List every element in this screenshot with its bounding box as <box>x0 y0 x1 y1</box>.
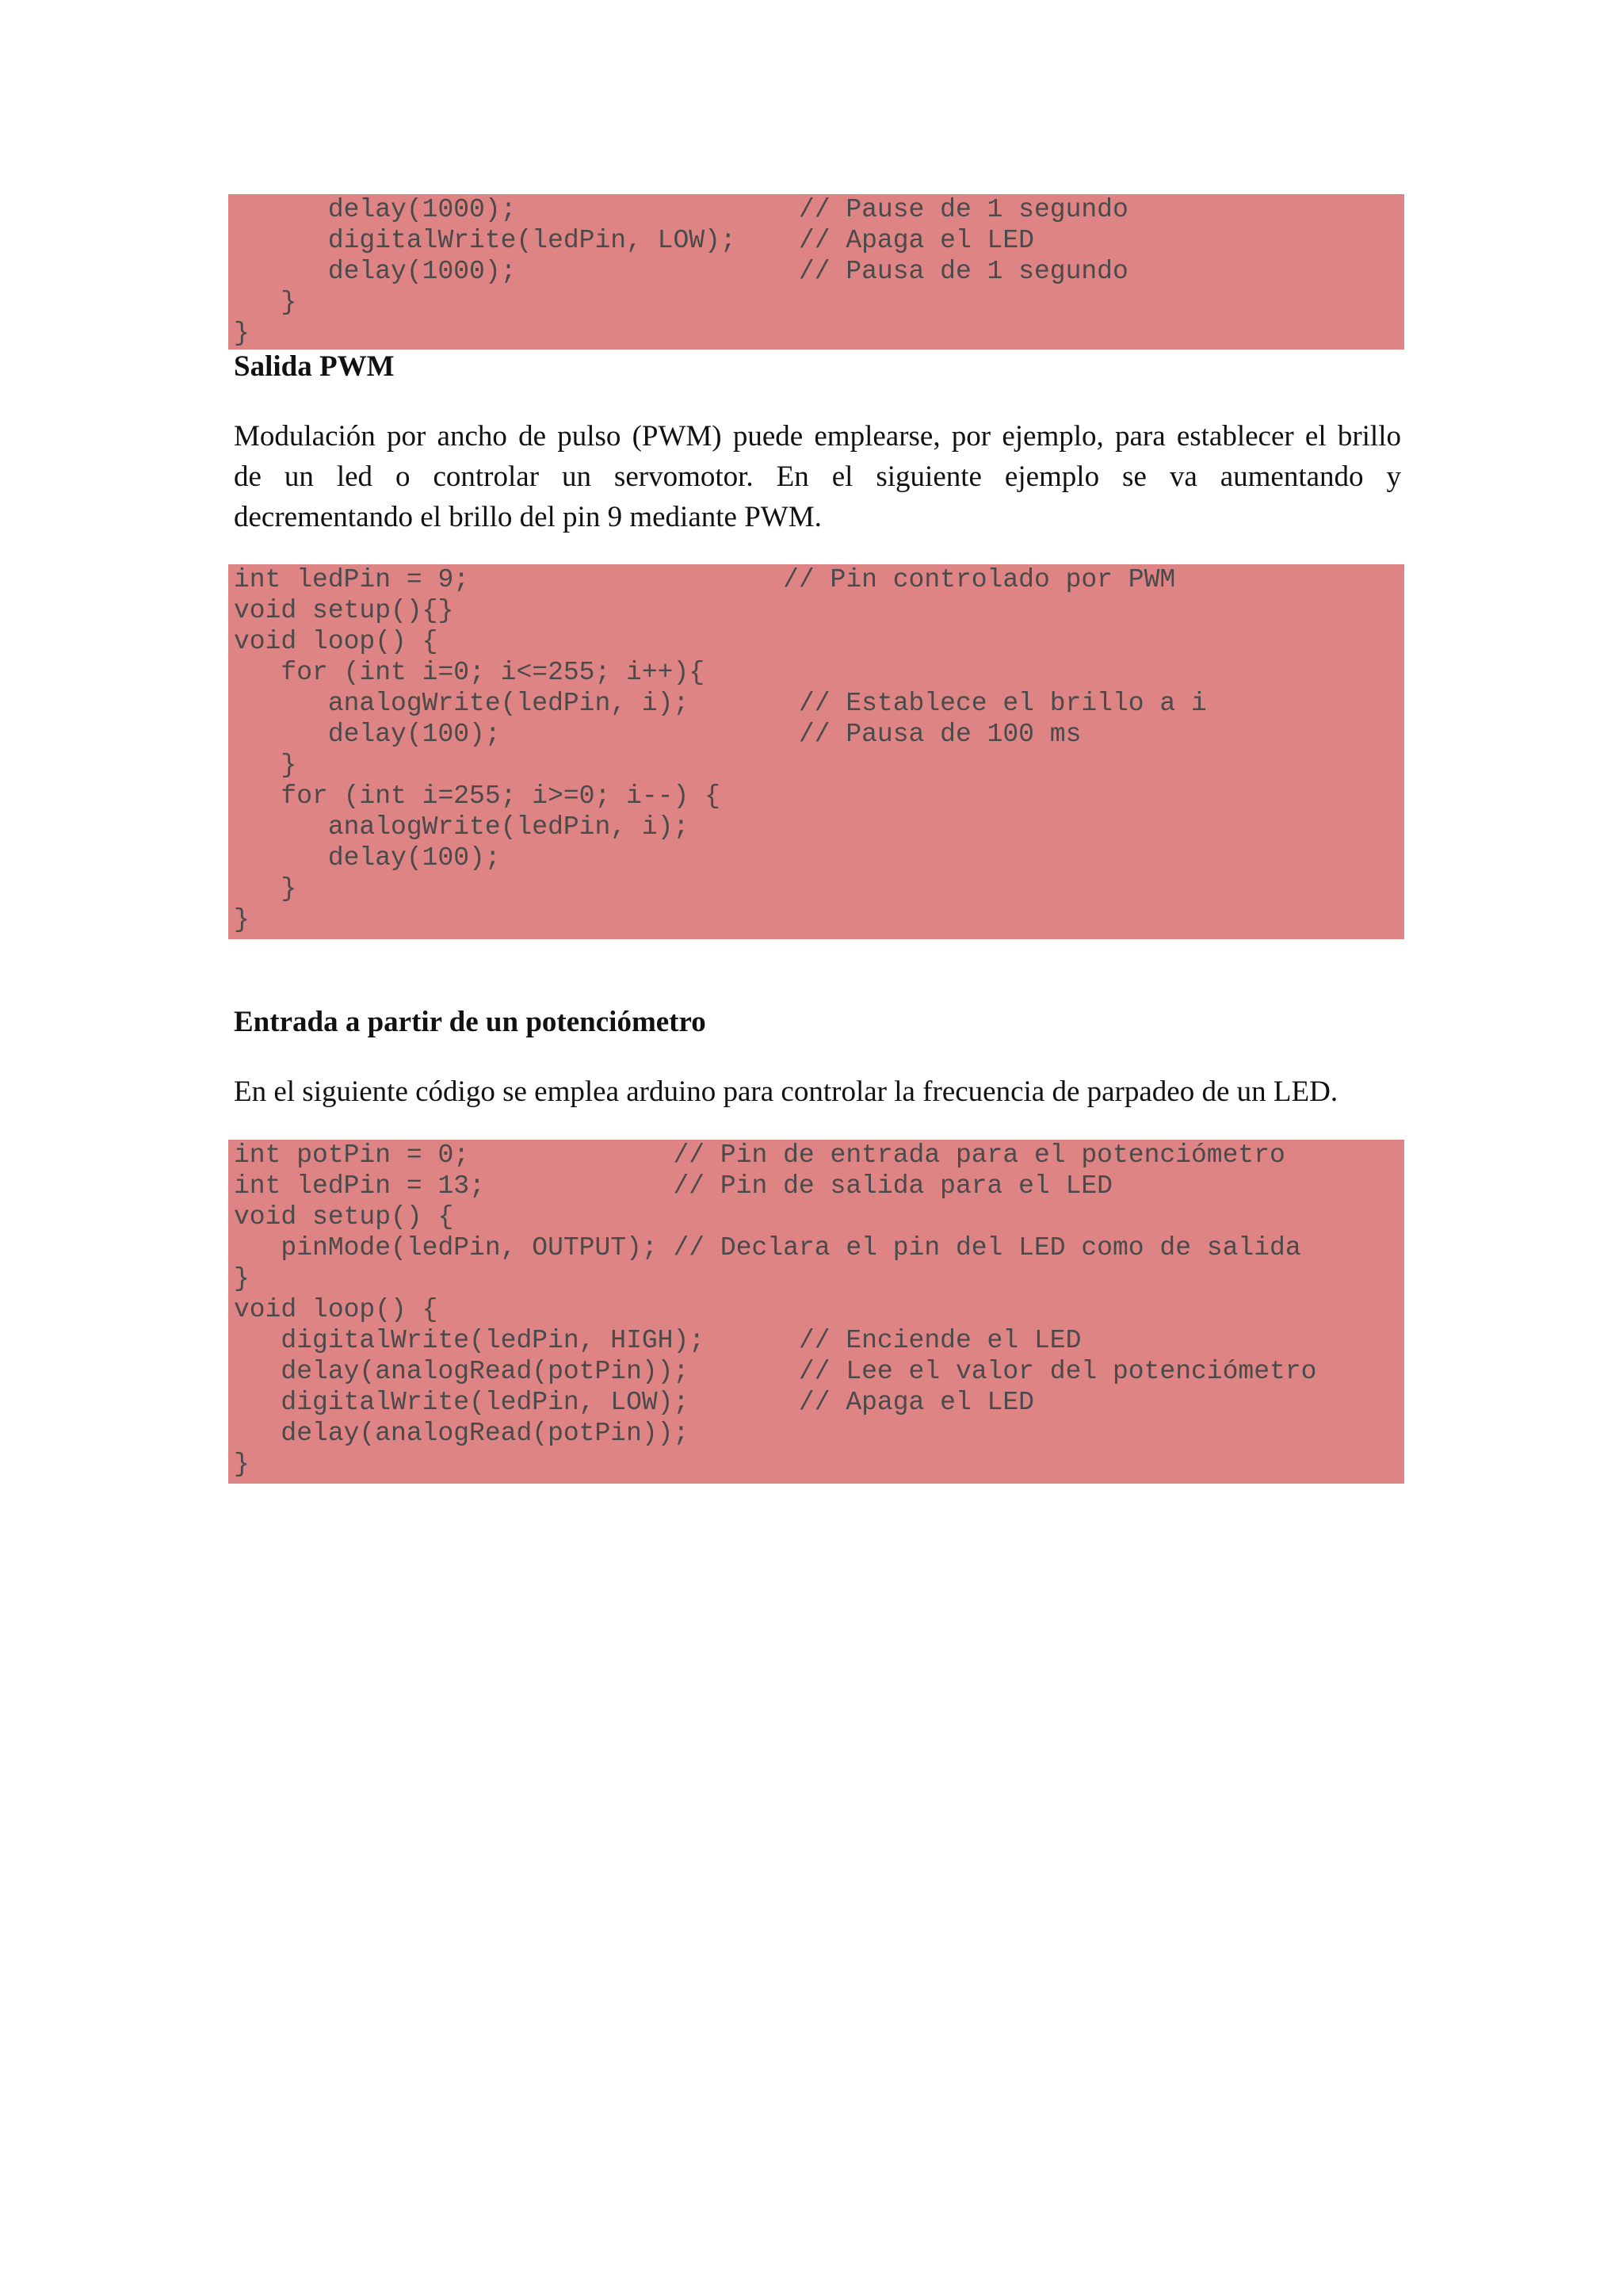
code-line: void setup() { <box>234 1202 454 1232</box>
paragraph-line: de un led o controlar un servomotor. En el siguiente ejemplo se va aumentando y <box>234 460 1401 493</box>
code-block-pwm <box>228 564 1404 939</box>
section-heading-pwm: Salida PWM <box>234 350 395 383</box>
code-line: digitalWrite(ledPin, HIGH); // Enciende el LED <box>234 1326 1082 1355</box>
code-line: } <box>234 319 250 348</box>
code-line: for (int i=255; i>=0; i--) { <box>234 781 720 811</box>
code-block-potentiometer <box>228 1140 1404 1484</box>
code-line: } <box>234 1450 250 1479</box>
code-line: delay(analogRead(potPin)); <box>234 1419 689 1448</box>
code-line: delay(100); <box>234 843 501 873</box>
section-heading-potentiometer: Entrada a partir de un potenciómetro <box>234 1006 706 1038</box>
code-line: delay(analogRead(potPin)); // Lee el valor del potenciómetro <box>234 1357 1317 1386</box>
code-block-blink-end <box>228 194 1404 350</box>
code-line: analogWrite(ledPin, i); // Establece el brillo a i <box>234 689 1207 718</box>
paragraph-line: Modulación por ancho de pulso (PWM) puede emplearse, por ejemplo, para establecer el brillo <box>234 420 1401 453</box>
code-line: digitalWrite(ledPin, LOW); // Apaga el LED <box>234 1388 1034 1417</box>
code-line: } <box>234 874 297 904</box>
paragraph-line: En el siguiente código se emplea arduino para controlar la frecuencia de parpadeo de un LED. <box>234 1075 1338 1108</box>
code-line: } <box>234 905 250 934</box>
code-line: void setup(){} <box>234 596 454 625</box>
section-paragraph-potentiometer <box>234 1072 1401 1112</box>
code-line: } <box>234 1264 250 1293</box>
code-line: int ledPin = 13; // Pin de salida para el LED <box>234 1171 1113 1201</box>
code-line: void loop() { <box>234 627 438 656</box>
code-line: } <box>234 751 297 780</box>
code-line: for (int i=0; i<=255; i++){ <box>234 658 705 687</box>
paragraph-line: decrementando el brillo del pin 9 mediante PWM. <box>234 501 822 533</box>
code-line: delay(1000); // Pause de 1 segundo <box>234 195 1128 224</box>
code-line: void loop() { <box>234 1295 438 1324</box>
code-line: analogWrite(ledPin, i); <box>234 812 689 842</box>
code-line: delay(100); // Pausa de 100 ms <box>234 720 1082 749</box>
code-line: digitalWrite(ledPin, LOW); // Apaga el LED <box>234 226 1034 255</box>
code-line: delay(1000); // Pausa de 1 segundo <box>234 257 1128 286</box>
code-line: } <box>234 288 297 317</box>
code-line: int potPin = 0; // Pin de entrada para el potenciómetro <box>234 1140 1285 1170</box>
code-line: int ledPin = 9; // Pin controlado por PWM <box>234 565 1176 594</box>
code-line: pinMode(ledPin, OUTPUT); // Declara el pin del LED como de salida <box>234 1233 1301 1263</box>
section-paragraph-pwm <box>234 416 1401 537</box>
